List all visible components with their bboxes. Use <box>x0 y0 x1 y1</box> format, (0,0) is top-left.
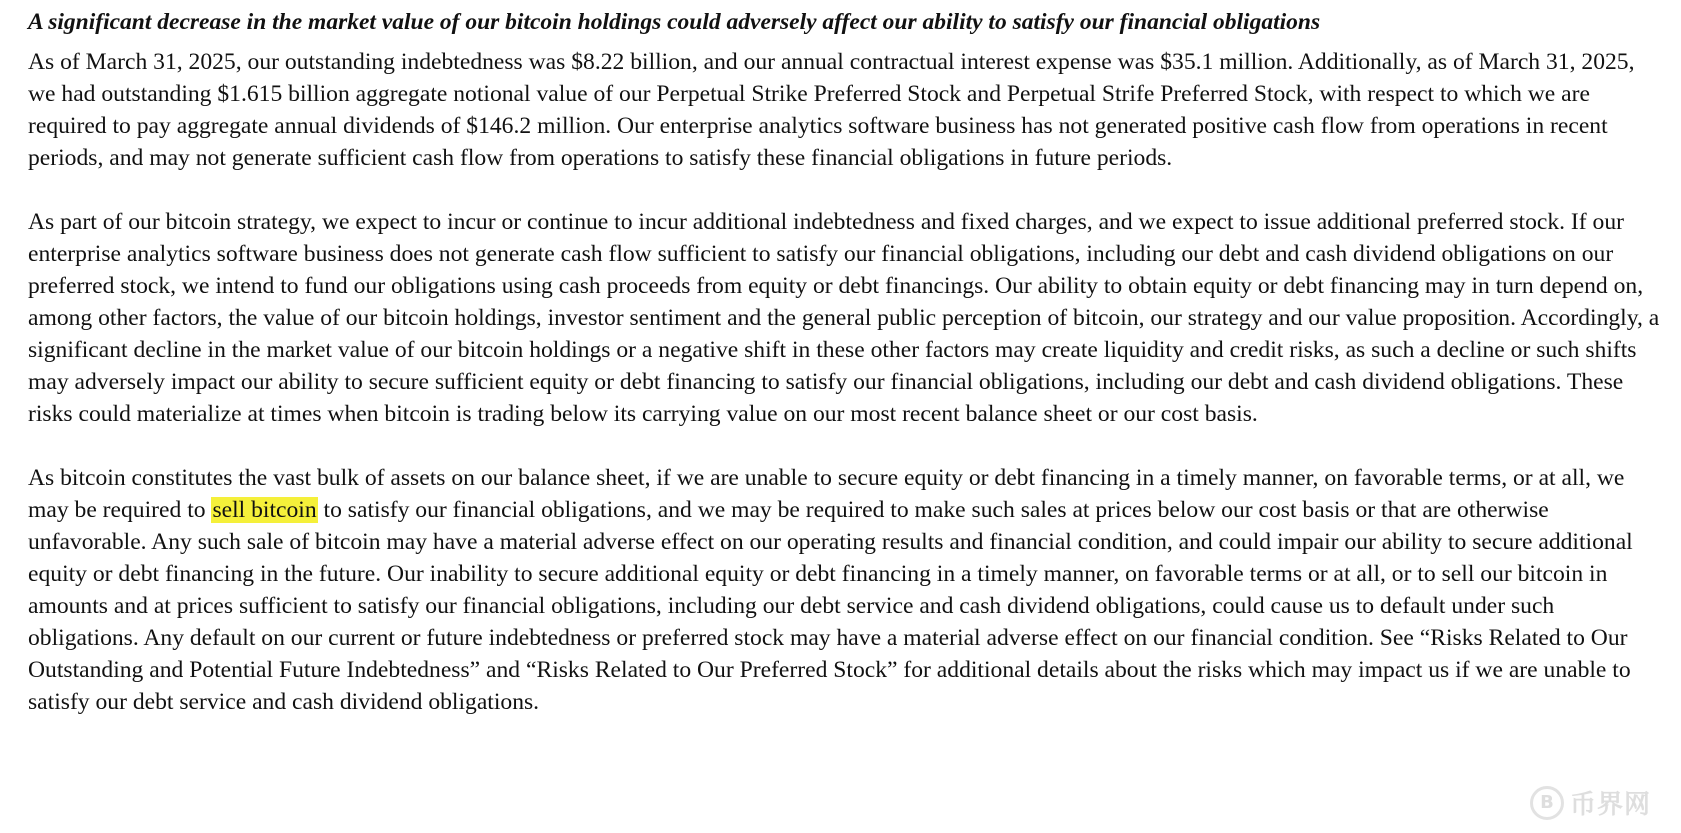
watermark-text: 币界网 <box>1569 790 1651 820</box>
section-heading: A significant decrease in the market value of our bitcoin holdings could adversely affect our ability to satisfy our financial obligations <box>28 9 1321 35</box>
watermark <box>1530 784 1651 821</box>
paragraph-text-after-highlight: to satisfy our financial obligations, and we may be required to make such sales at prices below our cost basis or that are otherwise unfavorable. Any such sale of bitcoin may have a material adverse effect on our operating results and financial condition, and could impair our ability to secure additional equity or debt financing in the future. Our inability to secure additional equity or debt financing in a timely manner, on favorable terms or at all, or to sell our bitcoin in amounts and at prices sufficient to satisfy our financial obligations, including our debt service and cash dividend obligations, could cause us to default under such obligations. Any default on our current or future indebtedness or preferred stock may have a material adverse effect on our financial condition. See “Risks Related to Our Outstanding and Potential Future Indebtedness” and “Risks Related to Our Preferred Stock” for additional details about the risks which may impact us if we are unable to satisfy our debt service and cash dividend obligations. <box>28 497 1633 715</box>
paragraph-text-before-highlight: As bitcoin constitutes the vast bulk of assets on our balance sheet, if we are unable to secure equity or debt financing in a timely manner, on favorable terms, or at all, we may be required to <box>28 465 1625 523</box>
paragraph-indebtedness: As of March 31, 2025, our outstanding indebtedness was $8.22 billion, and our annual contractual interest expense was $35.1 million. Additionally, as of March 31, 2025, we had outstanding $1.615 billion aggregate notional value of our Perpetual Strike Preferred Stock and Perpetual Strife Preferred Stock, with respect to which we are required to pay aggregate annual dividends of $146.2 million. Our enterprise analytics software business has not generated positive cash flow from operations in recent periods, and may not generate sufficient cash flow from operations to satisfy these financial obligations in future periods. <box>28 49 1635 171</box>
highlighted-text: sell bitcoin <box>212 497 317 523</box>
paragraph-sell-bitcoin <box>28 462 1664 718</box>
bitcoin-circle-icon: B <box>1530 786 1564 820</box>
paragraph-bitcoin-strategy: As part of our bitcoin strategy, we expect to incur or continue to incur additional indebtedness and fixed charges, and we expect to issue additional preferred stock. If our enterprise analytics software business does not generate cash flow sufficient to satisfy our financial obligations, including our debt and cash dividend obligations on our preferred stock, we intend to fund our obligations using cash proceeds from equity or debt financings. Our ability to obtain equity or debt financing may in turn depend on, among other factors, the value of our bitcoin holdings, investor sentiment and the general public perception of bitcoin, our strategy and our value proposition. Accordingly, a significant decline in the market value of our bitcoin holdings or a negative shift in these other factors may create liquidity and credit risks, as such a decline or such shifts may adversely impact our ability to secure sufficient equity or debt financing to satisfy our financial obligations, including our debt and cash dividend obligations. These risks could materialize at times when bitcoin is trading below its carrying value on our most recent balance sheet or our cost basis. <box>28 209 1660 427</box>
document-body <box>28 6 1664 718</box>
